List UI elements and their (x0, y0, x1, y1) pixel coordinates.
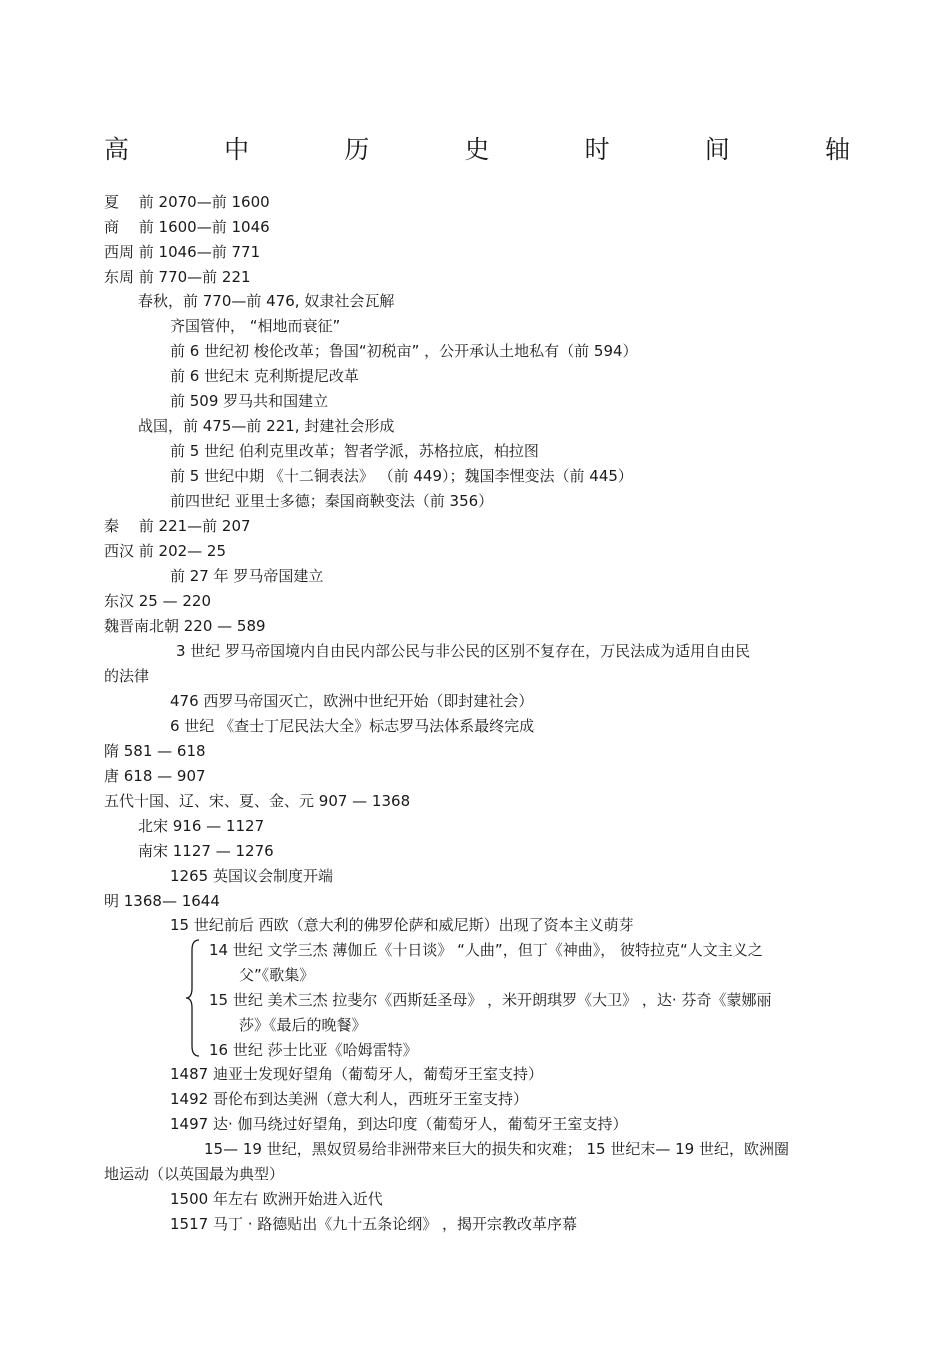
timeline-entry: 前 6 世纪初 梭伦改革；鲁国“初税亩” ，公开承认土地私有（前 594） (170, 342, 638, 360)
timeline-entry: 15— 19 世纪，黑奴贸易给非洲带来巨大的损失和灾难； 15 世纪末— 19 世纪，欧洲圈 (204, 1140, 789, 1158)
title-char: 间 (704, 135, 730, 164)
title-char: 轴 (824, 135, 850, 164)
dynasty-tang: 唐 618 — 907 (104, 767, 206, 785)
dynasty-eastern-zhou: 东周 前 770—前 221 (104, 268, 251, 286)
timeline-entry: 齐国管仲， “相地而衰征” (170, 317, 341, 335)
renaissance-art: 15 世纪 美术三杰 拉斐尔《西斯廷圣母》 ，米开朗琪罗《大卫》 ，达· 芬奇《蒙娜丽 (209, 991, 772, 1009)
dynasty-qin: 秦 前 221—前 207 (104, 517, 251, 535)
timeline-entry: 476 西罗马帝国灭亡，欧洲中世纪开始（即封建社会） (170, 692, 534, 710)
title-char: 史 (464, 135, 490, 164)
renaissance-drama: 16 世纪 莎士比亚《哈姆雷特》 (209, 1041, 418, 1059)
dynasty-shang: 商 前 1600—前 1046 (104, 218, 270, 236)
dynasty-five-dynasties: 五代十国、辽、宋、夏、金、元 907 — 1368 (104, 792, 411, 810)
timeline-entry-continued: 的法律 (104, 667, 150, 685)
timeline-entry: 6 世纪 《查士丁尼民法大全》标志罗马法体系最终完成 (170, 717, 535, 735)
brace-bracket (183, 938, 203, 1058)
timeline-entry: 前 5 世纪 伯利克里改革；智者学派，苏格拉底，柏拉图 (170, 442, 539, 460)
title-char: 历 (344, 135, 370, 164)
renaissance-literature-continued: 父”《歌集》 (239, 966, 315, 984)
period-northern-song: 北宋 916 — 1127 (138, 817, 265, 835)
title-char: 中 (224, 135, 250, 164)
dynasty-eastern-han: 东汉 25 — 220 (104, 592, 212, 610)
page-title (104, 130, 850, 166)
timeline-entry: 1492 哥伦布到达美洲（意大利人，西班牙王室支持） (170, 1090, 528, 1108)
dynasty-xia: 夏 前 2070—前 1600 (104, 193, 270, 211)
timeline-entry: 前 509 罗马共和国建立 (170, 392, 329, 410)
renaissance-art-continued: 莎》《最后的晚餐》 (239, 1016, 367, 1034)
timeline-entry: 3 世纪 罗马帝国境内自由民内部公民与非公民的区别不复存在，万民法成为适用自由民 (176, 642, 751, 660)
timeline-entry: 1265 英国议会制度开端 (170, 867, 333, 885)
dynasty-western-han: 西汉 前 202— 25 (104, 542, 227, 560)
timeline-entry: 1497 达· 伽马绕过好望角，到达印度（葡萄牙人，葡萄牙王室支持） (170, 1115, 628, 1133)
timeline-entry: 15 世纪前后 西欧（意大利的佛罗伦萨和威尼斯）出现了资本主义萌芽 (170, 916, 634, 934)
period-southern-song: 南宋 1127 — 1276 (138, 842, 274, 860)
renaissance-literature: 14 世纪 文学三杰 薄伽丘《十日谈》 “人曲”，但丁《神曲》， 彼特拉克“人文主义之 (209, 941, 763, 959)
timeline-entry: 前四世纪 亚里士多德；秦国商鞅变法（前 356） (170, 492, 494, 510)
period-warring-states: 战国，前 475—前 221, 封建社会形成 (138, 417, 395, 435)
timeline-entry: 前 27 年 罗马帝国建立 (170, 567, 324, 585)
title-char: 高 (104, 135, 130, 164)
dynasty-western-zhou: 西周 前 1046—前 771 (104, 243, 261, 261)
dynasty-ming: 明 1368— 1644 (104, 892, 220, 910)
timeline-entry: 1500 年左右 欧洲开始进入近代 (170, 1190, 383, 1208)
timeline-entry: 前 6 世纪末 克利斯提尼改革 (170, 367, 359, 385)
title-char: 时 (584, 135, 610, 164)
timeline-entry: 1517 马丁 · 路德贴出《九十五条论纲》 ，揭开宗教改革序幕 (170, 1215, 578, 1233)
timeline-entry: 1487 迪亚士发现好望角（葡萄牙人，葡萄牙王室支持） (170, 1065, 543, 1083)
dynasty-sui: 隋 581 — 618 (104, 742, 206, 760)
dynasty-wei-jin: 魏晋南北朝 220 — 589 (104, 617, 266, 635)
timeline-entry-continued: 地运动（以英国最为典型） (104, 1165, 285, 1183)
period-spring-autumn: 春秋，前 770—前 476, 奴隶社会瓦解 (138, 292, 395, 310)
timeline-entry: 前 5 世纪中期 《十二铜表法》 （前 449）；魏国李悝变法（前 445） (170, 467, 633, 485)
